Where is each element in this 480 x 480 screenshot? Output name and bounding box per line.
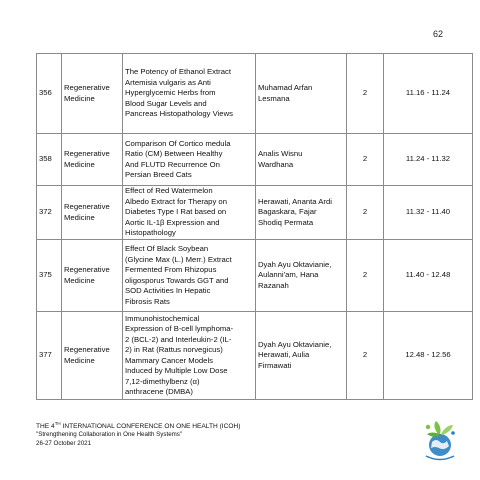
table-row	[37, 186, 473, 240]
conference-title-pre: THE 4	[36, 423, 55, 430]
paper-authors-text: Analis Wisnu Wardhana	[258, 149, 303, 169]
session-number: 2	[347, 240, 384, 312]
research-field: Regenerative Medicine	[62, 134, 123, 186]
session-number: 2	[347, 186, 384, 240]
paper-title	[123, 134, 256, 186]
paper-title	[123, 186, 256, 240]
conference-globe-logo-icon	[420, 418, 460, 462]
paper-authors	[256, 312, 347, 400]
paper-title-text: The Potency of Ethanol Extract Artemisia vulgaris as Anti Hyperglycemic Herbs from Blood Sugar Levels and Pancreas Histopathology Views	[125, 67, 233, 119]
paper-title	[123, 240, 256, 312]
session-number: 2	[347, 54, 384, 134]
table-row	[37, 240, 473, 312]
conference-title-ordinal: TH	[54, 420, 61, 426]
paper-authors-text: Dyah Ayu Oktavianie, Aulanni'am, Hana Razanah	[258, 259, 332, 290]
paper-authors	[256, 240, 347, 312]
time-slot: 11.16 - 11.24	[384, 54, 473, 134]
page-number: 62	[432, 29, 443, 39]
conference-dates: 26-27 October 2021	[36, 439, 92, 447]
research-field: Regenerative Medicine	[62, 312, 123, 400]
time-slot: 11.40 - 12.48	[384, 240, 473, 312]
conference-title	[36, 420, 241, 431]
paper-authors-text: Dyah Ayu Oktavianie, Herawati, Aulia Firmawati	[258, 339, 332, 370]
paper-id: 372	[37, 186, 62, 240]
paper-title-text: Effect Of Black Soybean (Glycine Max (L.) Merr.) Extract Fermented From Rhizopus oligosporus Towards GGT and SOD Activities In Hepatic Fibrosis Rats	[125, 244, 232, 306]
paper-authors-text: Muhamad Arfan Lesmana	[258, 83, 313, 103]
paper-title-text: Immunohistochemical Expression of B-cell lymphoma- 2 (BCL-2) and Interleukin-2 (IL- 2) in Rat (Rattus norvegicus) Mammary Cancer Models Induced by Multiple Low Dose 7,12-dimethylbenz (α) anthracene (DMBA)	[125, 313, 234, 396]
paper-id: 356	[37, 54, 62, 134]
table-row	[37, 54, 473, 134]
paper-authors	[256, 186, 347, 240]
paper-title	[123, 54, 256, 134]
time-slot: 12.48 - 12.56	[384, 312, 473, 400]
presentation-schedule-table	[36, 53, 473, 400]
paper-id: 377	[37, 312, 62, 400]
conference-footer	[36, 420, 241, 448]
paper-authors-text: Herawati, Ananta Ardi Bagaskara, Fajar Shodiq Permata	[258, 196, 332, 227]
session-number: 2	[347, 134, 384, 186]
time-slot: 11.24 - 11.32	[384, 134, 473, 186]
paper-id: 358	[37, 134, 62, 186]
paper-title-text: Comparison Of Cortico medula Ratio (CM) Between Healthy And FLUTD Recurrence On Persian Breed Cats	[125, 138, 231, 179]
conference-tagline: "Strengthening Collaboration in One Health Systems"	[36, 431, 183, 439]
table-row	[37, 134, 473, 186]
table-row	[37, 312, 473, 400]
paper-id: 375	[37, 240, 62, 312]
research-field: Regenerative Medicine	[62, 240, 123, 312]
paper-title-text: Effect of Red Watermelon Albedo Extract for Therapy on Diabetes Type I Rat based on Aortic IL-1β Expression and Histopathology	[125, 186, 227, 238]
paper-authors	[256, 54, 347, 134]
research-field: Regenerative Medicine	[62, 186, 123, 240]
research-field: Regenerative Medicine	[62, 54, 123, 134]
paper-title	[123, 312, 256, 400]
conference-title-post: INTERNATIONAL CONFERENCE ON ONE HEALTH (ICOH)	[60, 423, 241, 430]
paper-authors	[256, 134, 347, 186]
session-number: 2	[347, 312, 384, 400]
time-slot: 11.32 - 11.40	[384, 186, 473, 240]
